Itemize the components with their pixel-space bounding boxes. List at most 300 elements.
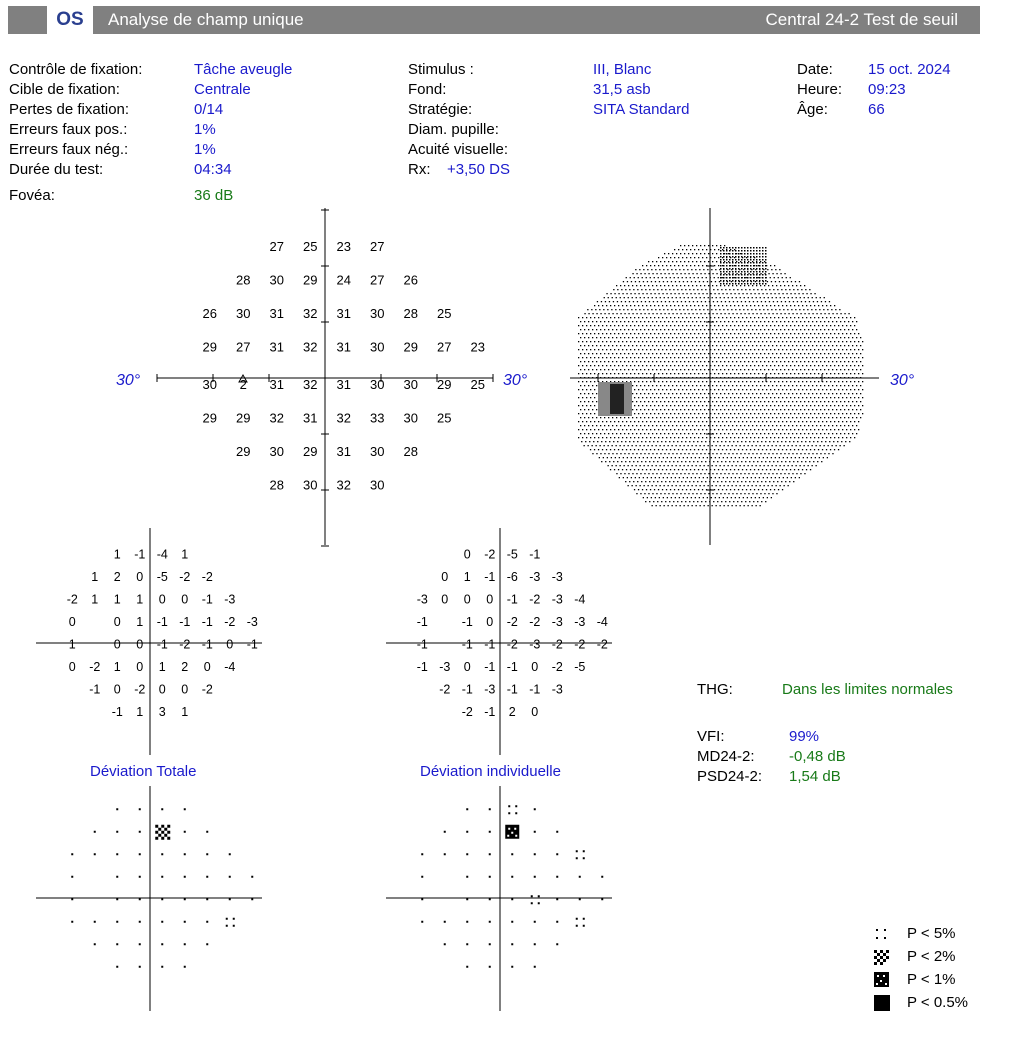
gray-dot [784,345,785,346]
gray-dot [834,413,835,414]
gray-dot [764,485,765,486]
gray-dot [812,417,813,418]
gray-dot [656,297,657,298]
gray-dot [660,505,661,506]
gray-dot [672,465,673,466]
prob-symbol-n [139,921,141,923]
prob-symbol-n [71,876,73,878]
gray-dot [796,337,797,338]
gray-dot [668,493,669,494]
gray-dot [767,269,768,270]
gray-dot [694,277,695,278]
gray-dot [718,317,719,318]
gray-dot [668,485,669,486]
gray-dot [806,349,807,350]
gray-dot [622,421,623,422]
gray-dot [760,393,761,394]
gray-dot [706,317,707,318]
gray-dot [666,325,667,326]
gray-dot [632,345,633,346]
gray-dot [614,325,615,326]
gray-dot [844,393,845,394]
gray-dot [860,361,861,362]
gray-dot [782,405,783,406]
gray-dot [744,409,745,410]
gray-dot-dense [750,259,752,261]
gray-dot [694,293,695,294]
gray-dot [679,281,680,282]
gray-dot [714,449,715,450]
total-deviation-value: 1 [113,659,121,674]
gray-dot [692,401,693,402]
gray-dot [632,321,633,322]
gray-dot [814,317,815,318]
prob-symbol-n [229,876,231,878]
total-deviation-value: -1 [89,682,101,697]
gray-dot-dense [756,247,758,249]
gray-dot-dense [759,268,761,270]
gray-dot [650,317,651,318]
gray-dot [716,445,717,446]
gray-dot [794,341,795,342]
gray-dot [841,441,842,442]
gray-dot [760,493,761,494]
gray-dot [586,429,587,430]
gray-dot [706,421,707,422]
gray-dot [834,325,835,326]
gray-dot [790,357,791,358]
gray-dot [736,393,737,394]
gray-dot [578,325,579,326]
gray-dot [814,365,815,366]
gray-dot [772,297,773,298]
gray-dot [770,333,771,334]
gray-dot [786,305,787,306]
pattern-deviation-value: -1 [484,659,496,674]
gray-dot [762,421,763,422]
gray-dot [800,417,801,418]
gray-dot [801,301,802,302]
gray-dot [762,469,763,470]
gray-dot [834,349,835,350]
prob-symbol-n [116,921,118,923]
gray-dot [820,337,821,338]
gray-dot [708,385,709,386]
gray-dot [766,305,767,306]
gray-dot [856,361,857,362]
gray-dot [599,457,600,458]
gray-dot [696,273,697,274]
gray-dot [700,313,701,314]
gray-dot [736,353,737,354]
gray-dot [626,373,627,374]
gray-dot [588,425,589,426]
gray-dot [834,357,835,358]
gray-dot [688,369,689,370]
gray-dot [646,421,647,422]
gray-dot [648,369,649,370]
gray-dot [636,493,637,494]
gray-dot [689,441,690,442]
gray-dot [636,393,637,394]
gray-dot [752,321,753,322]
gray-dot [748,361,749,362]
gray-dot [726,489,727,490]
gray-dot [668,401,669,402]
pattern-deviation-value: -2 [596,637,608,652]
gray-dot [598,325,599,326]
gray-dot [783,309,784,310]
gray-dot [725,441,726,442]
gray-dot [725,461,726,462]
gray-dot [587,309,588,310]
gray-dot [786,429,787,430]
gray-dot [743,497,744,498]
gray-dot [681,441,682,442]
gray-dot [810,349,811,350]
threshold-value: 27 [437,339,452,355]
gray-dot [642,349,643,350]
gray-dot-dense [723,250,725,252]
gray-dot [713,481,714,482]
gray-dot-dense [720,253,722,255]
gray-dot [667,457,668,458]
gray-dot [830,389,831,390]
gray-dot [808,433,809,434]
gray-dot [703,457,704,458]
gray-dot [688,465,689,466]
gray-dot [580,345,581,346]
gray-dot [608,313,609,314]
gray-dot [580,329,581,330]
gray-dot [666,413,667,414]
gray-dot [660,493,661,494]
gray-dot [775,477,776,478]
gray-dot [814,405,815,406]
gray-dot [752,425,753,426]
gray-dot [846,341,847,342]
gray-dot [777,481,778,482]
gray-dot [732,321,733,322]
gray-dot [586,373,587,374]
gray-dot [698,305,699,306]
gray-dot-dense [738,265,740,267]
gray-dot [694,265,695,266]
gray-dot [596,361,597,362]
gray-dot [780,401,781,402]
gray-dot [854,429,855,430]
gray-dot [766,421,767,422]
gray-dot [760,445,761,446]
gray-dot [650,413,651,414]
pattern-deviation-value: -2 [529,592,541,607]
gray-dot [816,353,817,354]
gray-dot [750,413,751,414]
gray-dot [762,373,763,374]
gray-dot [794,469,795,470]
gray-dot [772,425,773,426]
gray-dot [725,501,726,502]
gray-dot [698,325,699,326]
gray-dot [656,465,657,466]
gray-dot [612,337,613,338]
gray-dot-dense [744,283,746,285]
gray-dot [700,261,701,262]
gray-dot [730,293,731,294]
gray-dot [656,393,657,394]
gray-dot [658,429,659,430]
gray-dot [626,349,627,350]
gray-dot [688,345,689,346]
gray-dot [842,317,843,318]
gray-dot [672,337,673,338]
gray-dot [692,245,693,246]
gray-dot [643,477,644,478]
gray-dot [788,465,789,466]
gray-dot [668,253,669,254]
gray-dot [812,353,813,354]
gray-dot [660,465,661,466]
gray-dot [666,257,667,258]
gray-dot-dense [747,253,749,255]
gray-dot [770,389,771,390]
gray-dot [766,489,767,490]
gray-dot [590,405,591,406]
gray-dot [578,405,579,406]
gray-dot [640,285,641,286]
gray-dot [628,313,629,314]
gray-dot [652,433,653,434]
gray-dot [778,489,779,490]
gray-dot [684,361,685,362]
gray-dot [850,373,851,374]
gray-dot-dense [726,283,728,285]
gray-dot [788,313,789,314]
gray-dot [672,329,673,330]
gray-dot [824,445,825,446]
gray-dot [824,401,825,402]
gray-dot [835,309,836,310]
pattern-deviation-value: -3 [551,592,563,607]
gray-dot [722,489,723,490]
gray-dot [808,321,809,322]
gray-dot [626,449,627,450]
gray-dot [721,441,722,442]
gray-dot [618,341,619,342]
gray-dot [789,461,790,462]
gray-dot [676,385,677,386]
gray-dot [636,313,637,314]
gray-dot [778,469,779,470]
gray-dot [588,393,589,394]
gray-dot [794,413,795,414]
gray-dot [632,353,633,354]
gray-dot [639,477,640,478]
gray-dot [688,433,689,434]
gray-dot [755,309,756,310]
gray-dot [779,457,780,458]
gray-dot [858,405,859,406]
gray-dot [732,369,733,370]
gray-dot [752,337,753,338]
threshold-value: 25 [303,239,318,254]
gray-dot [755,457,756,458]
gray-dot [779,269,780,270]
gray-dot [664,337,665,338]
gray-dot [708,353,709,354]
prob-symbol-n [139,966,141,968]
gray-dot [603,457,604,458]
gray-dot-dense [720,271,722,273]
gray-dot [602,429,603,430]
gray-dot [627,477,628,478]
gray-dot [804,453,805,454]
gray-dot-dense [744,271,746,273]
gray-dot [606,429,607,430]
threshold-value: 32 [336,477,351,493]
gray-dot [784,285,785,286]
gray-dot [695,269,696,270]
gray-dot [794,421,795,422]
gray-dot [774,389,775,390]
gray-dot [752,493,753,494]
gray-dot [767,281,768,282]
gray-dot [724,385,725,386]
prob-symbol-n [251,898,253,900]
gray-dot [830,397,831,398]
gray-dot [676,273,677,274]
gray-dot [669,461,670,462]
gray-dot [638,449,639,450]
gray-dot [700,245,701,246]
gray-dot [769,481,770,482]
pattern-deviation-value: 0 [463,659,471,674]
gray-dot [688,393,689,394]
gray-dot [838,413,839,414]
gray-dot [820,433,821,434]
total-deviation-value: -3 [246,614,258,629]
gray-dot [656,505,657,506]
gray-dot [771,281,772,282]
gray-dot [726,349,727,350]
gray-dot-dense [723,271,725,273]
gray-dot [704,465,705,466]
gray-dot [646,429,647,430]
gray-dot [636,453,637,454]
gray-dot [820,329,821,330]
gray-dot [785,461,786,462]
threshold-value: 31 [303,410,318,426]
gray-dot-dense [738,274,740,276]
gray-dot [732,345,733,346]
gray-dot [768,345,769,346]
gray-dot [701,461,702,462]
gray-dot [746,437,747,438]
gray-dot [792,337,793,338]
gray-dot-dense [744,274,746,276]
prob-symbol-n [184,808,186,810]
gray-dot [622,357,623,358]
pattern-deviation-value: -1 [461,682,473,697]
gray-dot [586,405,587,406]
gray-dot-dense [741,250,743,252]
gray-dot [718,449,719,450]
gray-dot [786,437,787,438]
gray-dot [665,461,666,462]
gray-dot [834,373,835,374]
gray-dot [751,477,752,478]
gray-dot [762,405,763,406]
gray-dot [693,289,694,290]
gray-dot [732,425,733,426]
gray-dot [723,477,724,478]
gray-dot [746,333,747,334]
gray-dot [774,333,775,334]
gray-dot [641,441,642,442]
gray-dot [615,457,616,458]
pattern-deviation-value: -4 [596,614,608,629]
gray-dot [660,329,661,330]
gray-dot [736,285,737,286]
gray-dot [681,461,682,462]
gray-dot [686,293,687,294]
gray-dot [586,413,587,414]
gray-dot [832,417,833,418]
threshold-value: 30 [303,477,318,493]
gray-dot [758,469,759,470]
gray-dot [780,329,781,330]
gray-dot [620,433,621,434]
gray-dot [642,413,643,414]
gray-dot [800,433,801,434]
gray-dot [822,305,823,306]
gray-dot [690,381,691,382]
gray-dot [848,425,849,426]
gray-dot [758,449,759,450]
gray-dot [614,305,615,306]
gray-dot [817,441,818,442]
total-deviation-value: -2 [134,682,146,697]
gray-dot [733,481,734,482]
gray-dot [616,445,617,446]
gray-dot [743,281,744,282]
gray-dot [719,477,720,478]
gray-dot [720,329,721,330]
gray-dot [682,413,683,414]
gray-dot [764,453,765,454]
gray-dot [852,417,853,418]
gray-dot [673,461,674,462]
gray-dot [705,461,706,462]
gray-dot [647,497,648,498]
gray-dot [724,417,725,418]
gray-dot [682,421,683,422]
gray-dot [648,345,649,346]
threshold-value: 28 [236,272,251,288]
gray-dot [678,413,679,414]
gray-dot [677,481,678,482]
gray-dot [814,325,815,326]
gray-dot [812,321,813,322]
gray-dot [672,493,673,494]
gray-dot [654,293,655,294]
gray-dot [852,353,853,354]
pattern-deviation-value: -4 [574,592,586,607]
gray-dot [738,305,739,306]
prob-symbol-5 [508,805,517,814]
gray-dot [632,297,633,298]
gray-dot [749,501,750,502]
